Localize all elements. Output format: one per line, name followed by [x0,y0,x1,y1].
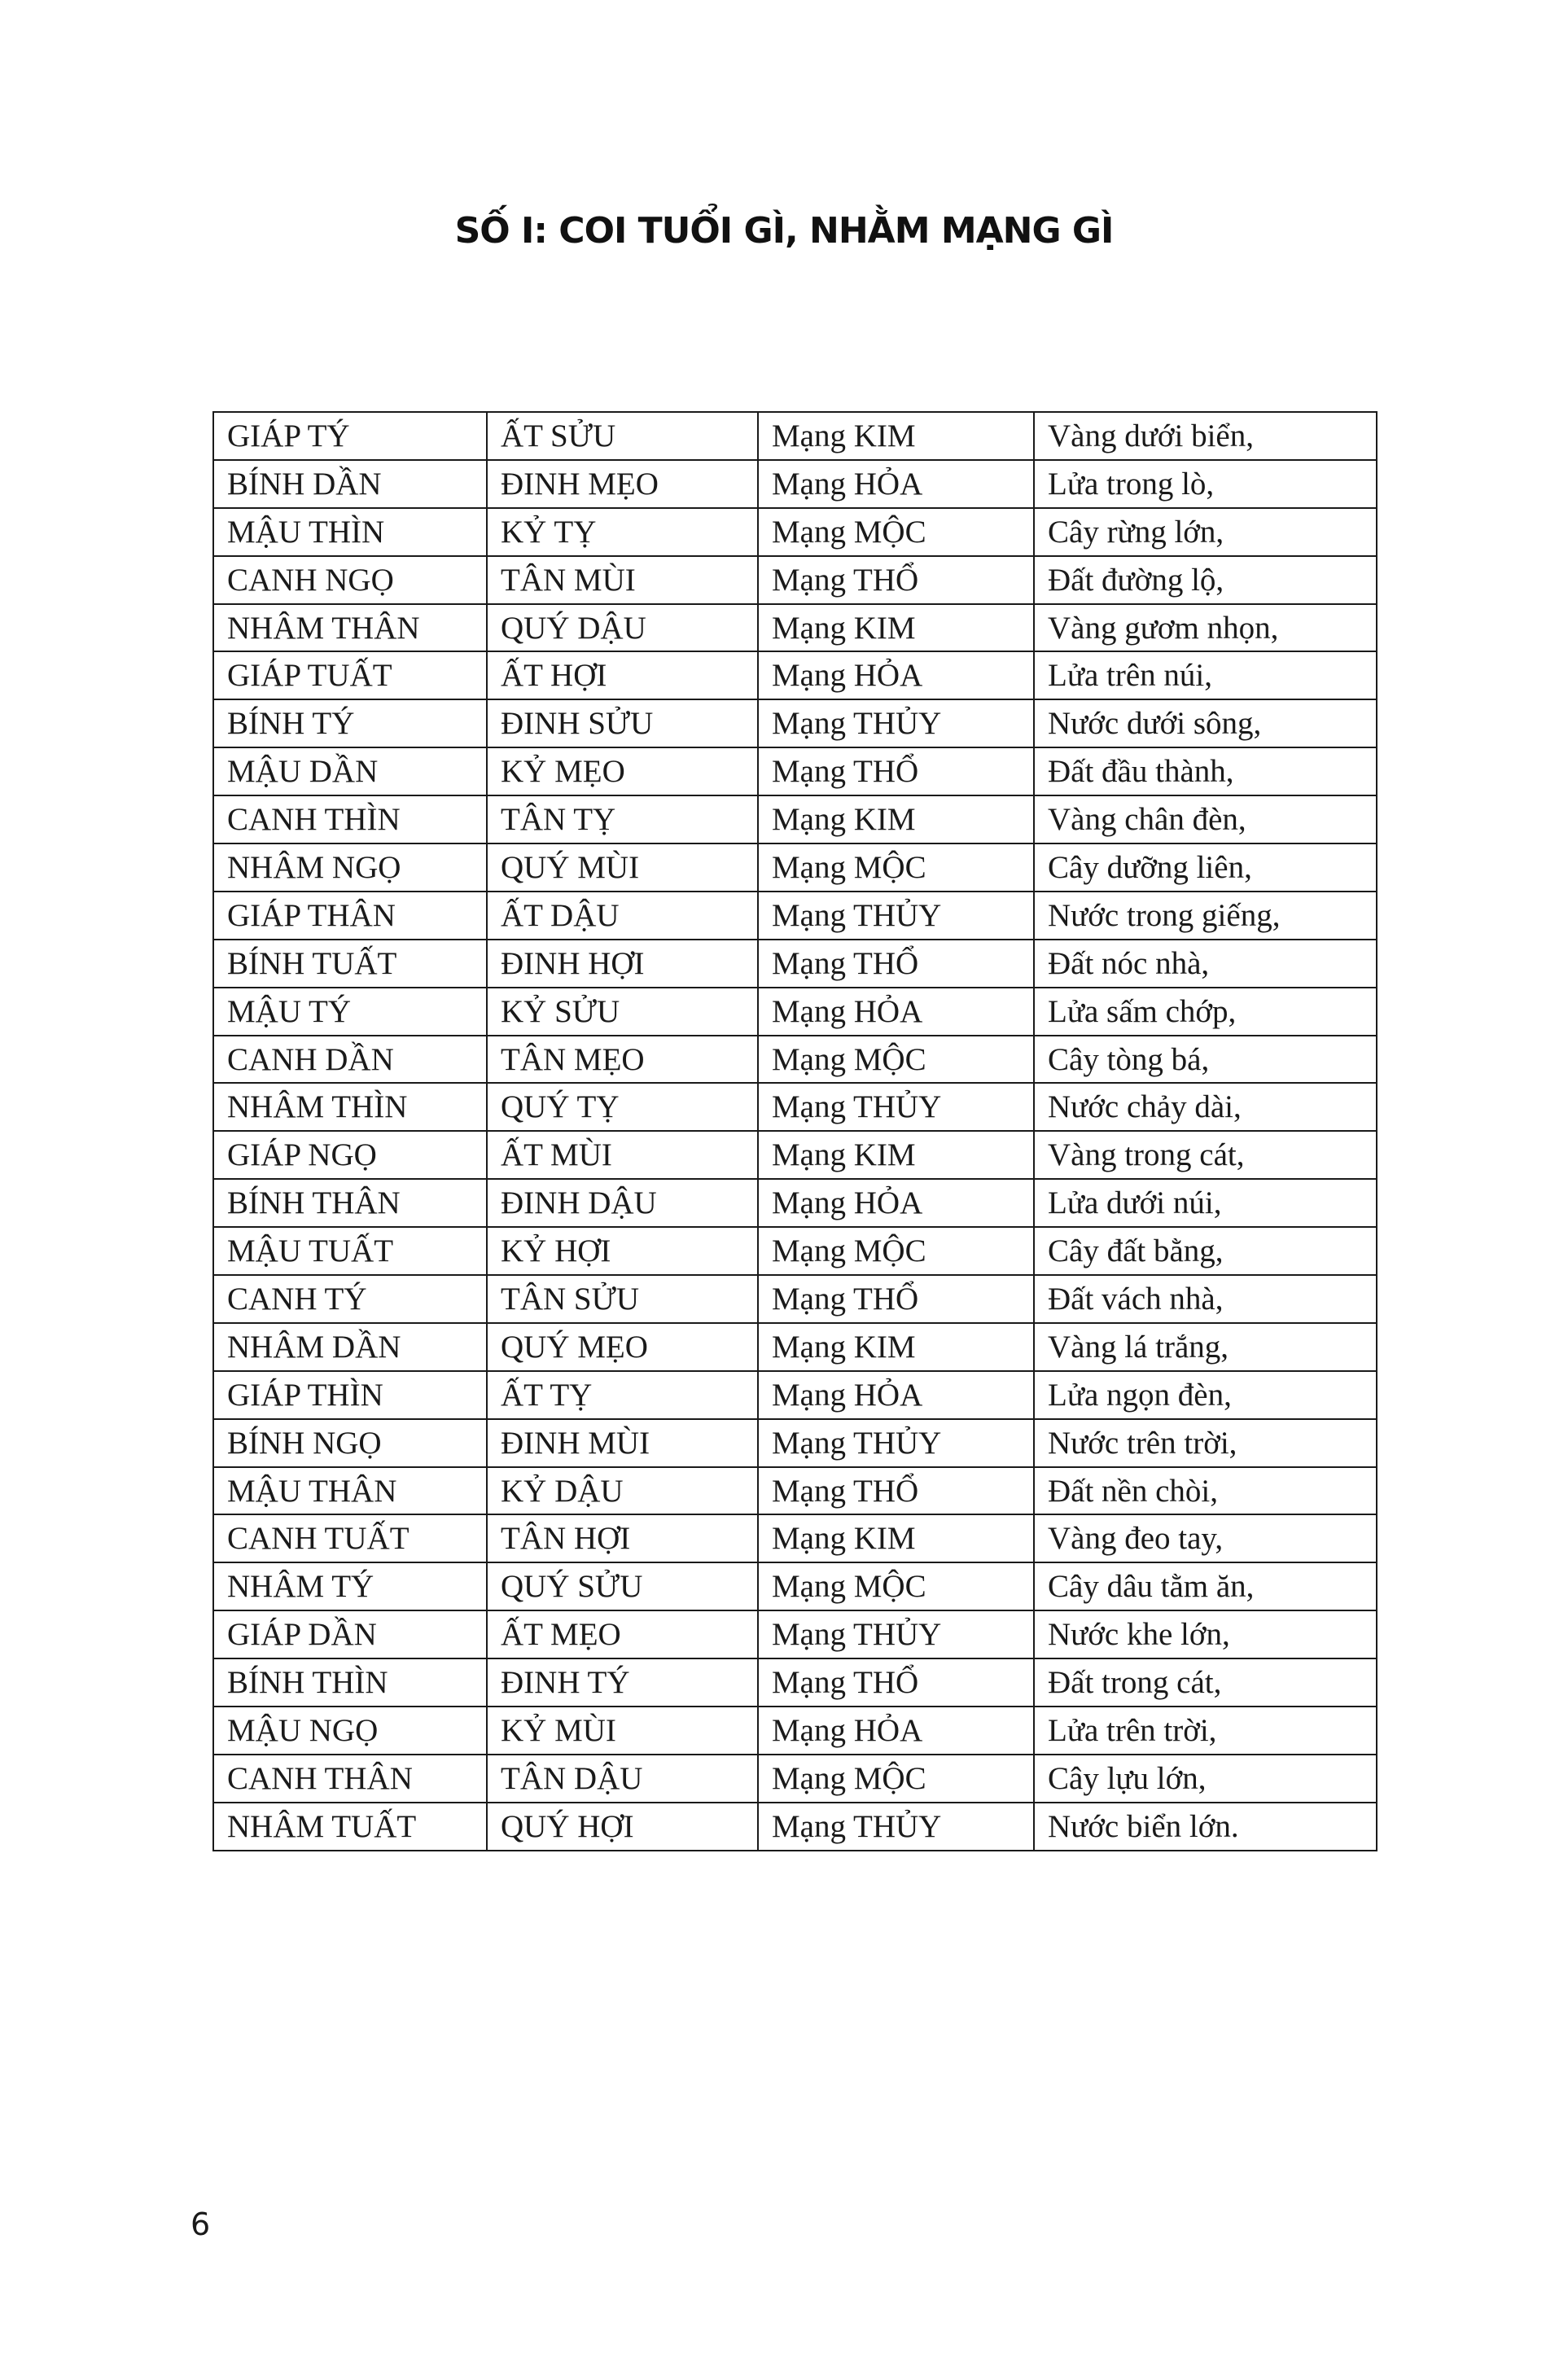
description-cell: Lửa trên núi, [1034,651,1377,699]
element-cell: Mạng THỦY [758,892,1034,940]
table-row [213,1371,1377,1419]
element-cell: Mạng THỦY [758,1419,1034,1467]
year-stem-cell: GIÁP TUẤT [213,651,487,699]
pair-year-cell: ẤT DẬU [487,892,758,940]
pair-year-cell: ĐINH SỬU [487,699,758,747]
element-cell: Mạng THỦY [758,1610,1034,1658]
pair-year-cell: ĐINH HỢI [487,940,758,988]
element-cell: Mạng KIM [758,1323,1034,1371]
year-stem-cell: GIÁP TÝ [213,412,487,460]
table-row [213,795,1377,843]
year-stem-cell: CANH THÌN [213,795,487,843]
pair-year-cell: QUÝ MẸO [487,1323,758,1371]
pair-year-cell: ĐINH TÝ [487,1658,758,1707]
description-cell: Đất đầu thành, [1034,747,1377,795]
element-cell: Mạng MỘC [758,1562,1034,1610]
element-cell: Mạng THỔ [758,1658,1034,1707]
element-cell: Mạng MỘC [758,1755,1034,1803]
description-cell: Cây đất bằng, [1034,1227,1377,1275]
year-stem-cell: GIÁP DẦN [213,1610,487,1658]
pair-year-cell: TÂN TỴ [487,795,758,843]
pair-year-cell: ĐINH MẸO [487,460,758,508]
element-cell: Mạng MỘC [758,1036,1034,1084]
element-cell: Mạng KIM [758,795,1034,843]
year-stem-cell: MẬU THÂN [213,1467,487,1515]
year-stem-cell: MẬU TUẤT [213,1227,487,1275]
description-cell: Cây rừng lớn, [1034,508,1377,556]
table-row [213,1419,1377,1467]
pair-year-cell: ẤT MẸO [487,1610,758,1658]
element-cell: Mạng THỔ [758,1467,1034,1515]
pair-year-cell: QUÝ MÙI [487,843,758,892]
element-cell: Mạng MỘC [758,1227,1034,1275]
year-stem-cell: BÍNH TÝ [213,699,487,747]
element-cell: Mạng THỔ [758,747,1034,795]
year-stem-cell: BÍNH DẦN [213,460,487,508]
table-row [213,1179,1377,1227]
pair-year-cell: ẤT SỬU [487,412,758,460]
element-cell: Mạng THỔ [758,1275,1034,1323]
description-cell: Lửa sấm chớp, [1034,988,1377,1036]
description-cell: Nước dưới sông, [1034,699,1377,747]
table-row [213,940,1377,988]
description-cell: Vàng trong cát, [1034,1131,1377,1179]
description-cell: Lửa trong lò, [1034,460,1377,508]
description-cell: Cây dưỡng liên, [1034,843,1377,892]
pair-year-cell: ẤT MÙI [487,1131,758,1179]
element-cell: Mạng KIM [758,1514,1034,1562]
description-cell: Nước khe lớn, [1034,1610,1377,1658]
table-row [213,651,1377,699]
year-stem-cell: GIÁP THÌN [213,1371,487,1419]
year-stem-cell: NHÂM TÝ [213,1562,487,1610]
table-row [213,460,1377,508]
description-cell: Đất đường lộ, [1034,556,1377,604]
pair-year-cell: KỶ TỴ [487,508,758,556]
element-cell: Mạng THỦY [758,1083,1034,1131]
pair-year-cell: ĐINH DẬU [487,1179,758,1227]
element-cell: Mạng HỎA [758,988,1034,1036]
age-destiny-table [212,411,1377,1851]
element-cell: Mạng HỎA [758,460,1034,508]
element-cell: Mạng HỎA [758,1707,1034,1755]
element-cell: Mạng KIM [758,1131,1034,1179]
table-row [213,1562,1377,1610]
year-stem-cell: NHÂM THÌN [213,1083,487,1131]
pair-year-cell: KỶ DẬU [487,1467,758,1515]
table-row [213,1036,1377,1084]
pair-year-cell: KỶ SỬU [487,988,758,1036]
year-stem-cell: CANH DẦN [213,1036,487,1084]
description-cell: Vàng gươm nhọn, [1034,604,1377,652]
description-cell: Lửa dưới núi, [1034,1179,1377,1227]
pair-year-cell: ĐINH MÙI [487,1419,758,1467]
table-row [213,1131,1377,1179]
pair-year-cell: TÂN DẬU [487,1755,758,1803]
year-stem-cell: NHÂM THÂN [213,604,487,652]
year-stem-cell: MẬU TÝ [213,988,487,1036]
year-stem-cell: NHÂM DẦN [213,1323,487,1371]
table-row [213,988,1377,1036]
table-row [213,412,1377,460]
pair-year-cell: QUÝ SỬU [487,1562,758,1610]
table-row [213,508,1377,556]
table-row [213,1755,1377,1803]
pair-year-cell: TÂN MÙI [487,556,758,604]
pair-year-cell: QUÝ HỢI [487,1803,758,1851]
table-body [213,412,1377,1851]
description-cell: Lửa trên trời, [1034,1707,1377,1755]
pair-year-cell: KỶ MẸO [487,747,758,795]
table-row [213,604,1377,652]
description-cell: Nước biển lớn. [1034,1803,1377,1851]
element-cell: Mạng KIM [758,604,1034,652]
year-stem-cell: BÍNH TUẤT [213,940,487,988]
element-cell: Mạng THỔ [758,940,1034,988]
pair-year-cell: ẤT HỢI [487,651,758,699]
element-cell: Mạng THỦY [758,699,1034,747]
pair-year-cell: TÂN SỬU [487,1275,758,1323]
description-cell: Đất vách nhà, [1034,1275,1377,1323]
element-cell: Mạng THỦY [758,1803,1034,1851]
description-cell: Vàng đeo tay, [1034,1514,1377,1562]
element-cell: Mạng HỎA [758,651,1034,699]
table-row [213,892,1377,940]
year-stem-cell: CANH NGỌ [213,556,487,604]
description-cell: Cây dâu tằm ăn, [1034,1562,1377,1610]
pair-year-cell: TÂN HỢI [487,1514,758,1562]
description-cell: Cây lựu lớn, [1034,1755,1377,1803]
year-stem-cell: GIÁP THÂN [213,892,487,940]
table-row [213,1227,1377,1275]
description-cell: Vàng chân đèn, [1034,795,1377,843]
description-cell: Đất trong cát, [1034,1658,1377,1707]
table-row [213,1514,1377,1562]
year-stem-cell: NHÂM TUẤT [213,1803,487,1851]
pair-year-cell: TÂN MẸO [487,1036,758,1084]
description-cell: Lửa ngọn đèn, [1034,1371,1377,1419]
table-row [213,1467,1377,1515]
year-stem-cell: MẬU NGỌ [213,1707,487,1755]
description-cell: Đất nền chòi, [1034,1467,1377,1515]
table-row [213,556,1377,604]
description-cell: Nước trên trời, [1034,1419,1377,1467]
description-cell: Đất nóc nhà, [1034,940,1377,988]
table-row [213,1323,1377,1371]
page-number: 6 [191,2206,211,2242]
element-cell: Mạng MỘC [758,508,1034,556]
year-stem-cell: NHÂM NGỌ [213,843,487,892]
element-cell: Mạng THỔ [758,556,1034,604]
pair-year-cell: QUÝ TỴ [487,1083,758,1131]
table-row [213,747,1377,795]
element-cell: Mạng MỘC [758,843,1034,892]
description-cell: Cây tòng bá, [1034,1036,1377,1084]
pair-year-cell: ẤT TỴ [487,1371,758,1419]
description-cell: Vàng lá trắng, [1034,1323,1377,1371]
description-cell: Vàng dưới biển, [1034,412,1377,460]
table-row [213,843,1377,892]
table-row [213,1275,1377,1323]
year-stem-cell: BÍNH NGỌ [213,1419,487,1467]
year-stem-cell: MẬU DẦN [213,747,487,795]
page-title: SỐ I: COI TUỔI GÌ, NHẰM MẠNG GÌ [454,210,1114,252]
year-stem-cell: CANH THÂN [213,1755,487,1803]
table-row [213,1803,1377,1851]
year-stem-cell: CANH TÝ [213,1275,487,1323]
table-row [213,1658,1377,1707]
element-cell: Mạng HỎA [758,1371,1034,1419]
description-cell: Nước trong giếng, [1034,892,1377,940]
pair-year-cell: QUÝ DẬU [487,604,758,652]
year-stem-cell: CANH TUẤT [213,1514,487,1562]
pair-year-cell: KỶ HỢI [487,1227,758,1275]
table-row [213,1083,1377,1131]
table-row [213,1610,1377,1658]
element-cell: Mạng KIM [758,412,1034,460]
table-row [213,699,1377,747]
year-stem-cell: BÍNH THÌN [213,1658,487,1707]
year-stem-cell: GIÁP NGỌ [213,1131,487,1179]
element-cell: Mạng HỎA [758,1179,1034,1227]
description-cell: Nước chảy dài, [1034,1083,1377,1131]
table-row [213,1707,1377,1755]
pair-year-cell: KỶ MÙI [487,1707,758,1755]
age-destiny-table-container [212,411,1376,1851]
year-stem-cell: BÍNH THÂN [213,1179,487,1227]
year-stem-cell: MẬU THÌN [213,508,487,556]
